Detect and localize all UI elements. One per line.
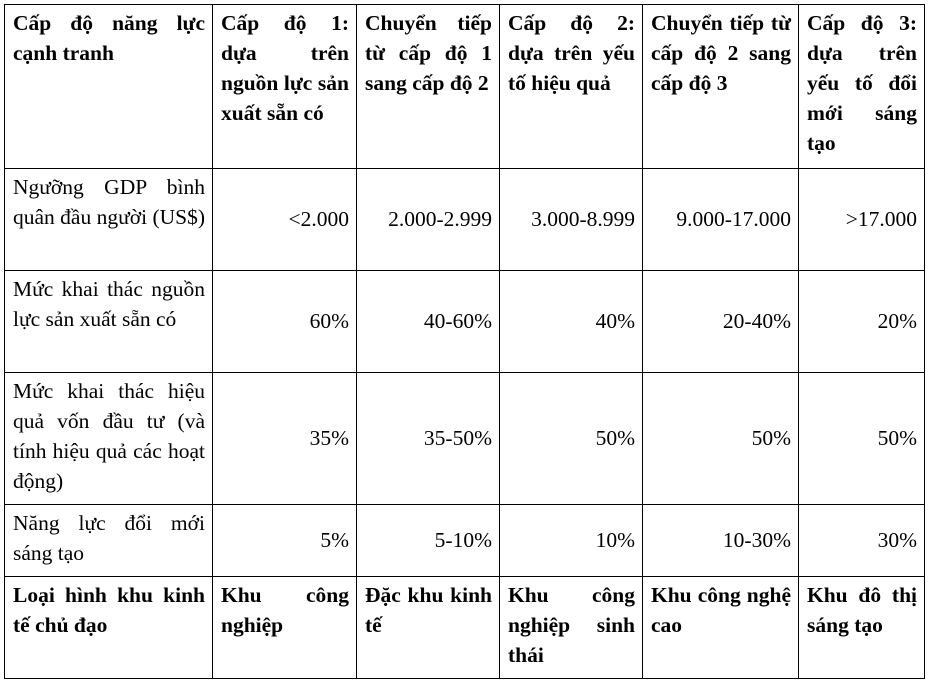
table-footer-row (5, 577, 925, 679)
table-cell: 50% (799, 373, 925, 505)
table-cell: 40% (500, 271, 643, 373)
competitiveness-levels-table (4, 4, 925, 679)
row-label: Mức khai thác hiệu quả vốn đầu tư (và tính hiệu quả các hoạt động) (5, 373, 213, 505)
table-cell: 3.000-8.999 (500, 169, 643, 271)
footer-cell: Khu công nghiệp sinh thái (500, 577, 643, 679)
table-cell: 50% (643, 373, 799, 505)
footer-cell: Khu đô thị sáng tạo (799, 577, 925, 679)
table-cell: 10% (500, 505, 643, 577)
table-cell: 60% (213, 271, 357, 373)
row-label: Mức khai thác nguồn lực sản xuất sẵn có (5, 271, 213, 373)
table-cell: 40-60% (357, 271, 500, 373)
table-row (5, 169, 925, 271)
header-cell: Cấp độ 2: dựa trên yếu tố hiệu quả (500, 5, 643, 169)
table-cell: 35% (213, 373, 357, 505)
header-cell: Chuyển tiếp từ cấp độ 1 sang cấp độ 2 (357, 5, 500, 169)
table-cell: 5% (213, 505, 357, 577)
table-cell: 2.000-2.999 (357, 169, 500, 271)
footer-cell: Đặc khu kinh tế (357, 577, 500, 679)
footer-cell: Loại hình khu kinh tế chủ đạo (5, 577, 213, 679)
footer-cell: Khu công nghệ cao (643, 577, 799, 679)
table-cell: >17.000 (799, 169, 925, 271)
header-cell: Cấp độ năng lực cạnh tranh (5, 5, 213, 169)
table-cell: 10-30% (643, 505, 799, 577)
table-cell: 5-10% (357, 505, 500, 577)
table-cell: <2.000 (213, 169, 357, 271)
row-label: Năng lực đổi mới sáng tạo (5, 505, 213, 577)
header-cell: Cấp độ 3: dựa trên yếu tố đổi mới sáng tạo (799, 5, 925, 169)
table-row (5, 271, 925, 373)
table-header-row (5, 5, 925, 169)
table-cell: 35-50% (357, 373, 500, 505)
table-row (5, 505, 925, 577)
header-cell: Cấp độ 1: dựa trên nguồn lực sản xuất sẵn có (213, 5, 357, 169)
footer-cell: Khu công nghiệp (213, 577, 357, 679)
table-cell: 20% (799, 271, 925, 373)
table-cell: 50% (500, 373, 643, 505)
table-cell: 20-40% (643, 271, 799, 373)
table-cell: 9.000-17.000 (643, 169, 799, 271)
table-cell: 30% (799, 505, 925, 577)
header-cell: Chuyển tiếp từ cấp độ 2 sang cấp độ 3 (643, 5, 799, 169)
row-label: Ngưỡng GDP bình quân đầu người (US$) (5, 169, 213, 271)
table-row (5, 373, 925, 505)
